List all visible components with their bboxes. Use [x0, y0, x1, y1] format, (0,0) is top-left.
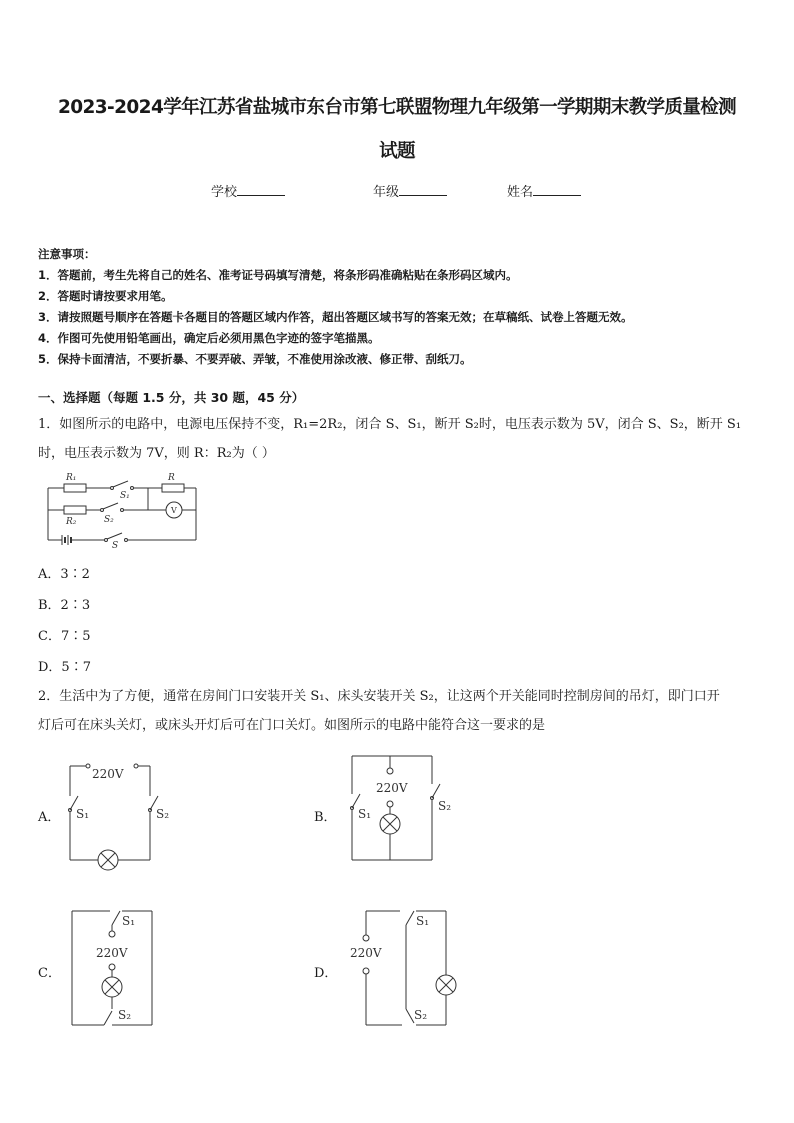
q2-b-label-s2: S₂ [438, 799, 452, 813]
q2-circuit-b [340, 748, 460, 868]
question-1-stem [38, 410, 758, 468]
name-field[interactable] [507, 181, 581, 200]
section-heading: 一、选择题（每题 1.5 分，共 30 题，45 分） [38, 390, 305, 405]
school-label: 学校 [211, 185, 238, 200]
q2-option-c-label[interactable]: C． [38, 966, 61, 981]
q2-a-label-s1: S₁ [76, 807, 90, 821]
q1-stem-line-2: 时，电压表示数为 7V，则 R：R₂为（ ） [38, 446, 275, 461]
grade-field[interactable] [373, 181, 447, 200]
title-line-2: 试题 [379, 141, 415, 162]
q2-a-label-s2: S₂ [156, 807, 170, 821]
q2-option-d-label[interactable]: D． [314, 966, 338, 981]
q2-c-label-s1: S₁ [122, 914, 136, 928]
q1-label-s1: S₁ [120, 491, 130, 501]
notice-block [38, 244, 764, 370]
question-2-stem [38, 682, 758, 740]
name-label: 姓名 [507, 185, 534, 200]
name-blank[interactable] [533, 183, 581, 196]
q2-stem-line-2: 灯后可在床头关灯，或床头开灯后可在门口关灯。如图所示的电路中能符合这一要求的是 [38, 718, 546, 733]
q1-label-s: S [112, 541, 119, 548]
q2-d-switch-s2 [406, 1009, 414, 1023]
q1-label-r1: R₁ [66, 473, 77, 483]
q2-circuit-c [60, 905, 170, 1035]
q2-b-switch-s2 [432, 784, 440, 798]
title-line-1: 2023-2024学年江苏省盐城市东台市第七联盟物理九年级第一学期期末教学质量检测 [57, 97, 737, 118]
q1-battery [62, 535, 71, 545]
q2-stem-line-1: 2．生活中为了方便，通常在房间门口安装开关 S₁、床头安装开关 S₂，让这两个开关能同时控制房间的吊灯，即门口开 [38, 689, 720, 704]
q1-option-d[interactable]: D．5∶7 [38, 660, 91, 675]
q2-d-label-s2: S₂ [414, 1008, 428, 1022]
q2-b-label-s1: S₁ [358, 807, 372, 821]
q2-d-voltage: 220V [350, 946, 382, 960]
notice-heading: 注意事项： [38, 247, 96, 261]
q1-option-c[interactable]: C．7∶5 [38, 629, 91, 644]
school-blank[interactable] [237, 183, 285, 196]
q2-d-label-s1: S₁ [416, 914, 430, 928]
notice-item: 3．请按照题号顺序在答题卡各题目的答题区域内作答，超出答题区域书写的答案无效；在草稿纸、试卷上答题无效。 [38, 310, 633, 324]
q1-option-a[interactable]: A．3∶2 [38, 567, 90, 582]
q2-b-switch-s1 [352, 794, 360, 808]
q2-option-a-label[interactable]: A． [38, 810, 61, 825]
q2-a-voltage: 220V [92, 767, 124, 781]
q1-switch-s1 [113, 481, 128, 487]
q2-option-b-label[interactable]: B． [314, 810, 337, 825]
notice-item: 1．答题前，考生先将自己的姓名、准考证号码填写清楚，将条形码准确粘贴在条形码区域内。 [38, 268, 518, 282]
q1-label-r2: R₂ [66, 517, 77, 527]
page-title [30, 86, 764, 174]
q1-label-r: R [168, 473, 175, 483]
q1-option-b[interactable]: B．2∶3 [38, 598, 91, 613]
q1-label-v: V [171, 506, 177, 515]
q2-c-voltage: 220V [96, 946, 128, 960]
q2-c-label-s2: S₂ [118, 1008, 132, 1022]
notice-item: 2．答题时请按要求用笔。 [38, 289, 173, 303]
q1-stem-line-1: 1．如图所示的电路中，电源电压保持不变，R₁=2R₂，闭合 S、S₁，断开 S₂时，电压表示数为 5V，闭合 S、S₂，断开 S₁ [38, 417, 742, 432]
q1-label-s2: S₂ [104, 515, 114, 525]
q2-c-switch-s2 [104, 1011, 112, 1025]
grade-label: 年级 [373, 185, 400, 200]
grade-blank[interactable] [399, 183, 447, 196]
q1-circuit-diagram [40, 468, 200, 548]
q2-circuit-a [60, 752, 170, 882]
q2-c-switch-s1 [112, 911, 120, 925]
q1-resistor-r1 [64, 484, 86, 492]
notice-item: 4．作图可先使用铅笔画出，确定后必须用黑色字迹的签字笔描黑。 [38, 331, 380, 345]
q2-circuit-d [340, 905, 470, 1035]
school-field[interactable] [211, 181, 285, 200]
q1-resistor-r [162, 484, 184, 492]
q2-b-voltage: 220V [376, 781, 408, 795]
q1-switch-s [107, 533, 122, 539]
q2-d-switch-s1 [406, 911, 414, 925]
notice-item: 5．保持卡面清洁，不要折暴、不要弄破、弄皱，不准使用涂改液、修正带、刮纸刀。 [38, 352, 472, 366]
q1-switch-s2 [103, 503, 118, 509]
q1-resistor-r2 [64, 506, 86, 514]
